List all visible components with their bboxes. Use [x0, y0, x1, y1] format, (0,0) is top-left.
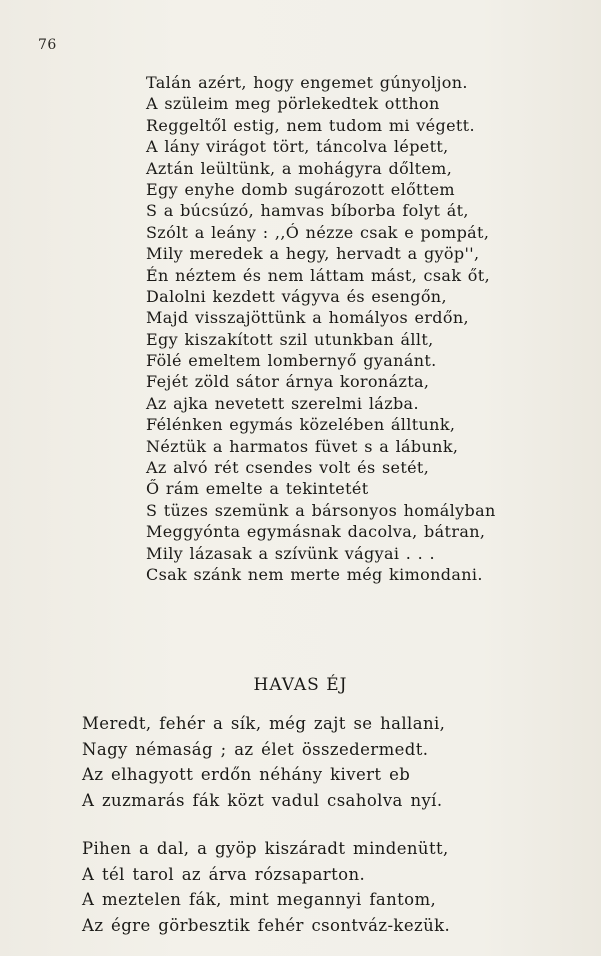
poem-line: Majd visszajöttünk a homályos erdőn, — [146, 308, 469, 328]
poem-line: Dalolni kezdett vágyva és esengőn, — [146, 286, 447, 306]
stanza — [82, 711, 552, 813]
poem-line: Meredt, fehér a sík, még zajt se hallani, — [82, 714, 446, 733]
poem-line: S tüzes szemünk a bársonyos homályban — [146, 500, 496, 520]
poem-line: Mily meredek a hegy, hervadt a gyöp'', — [146, 244, 480, 264]
poem-line: Szólt a leány : ,,Ó nézze csak e pompát, — [146, 222, 490, 242]
poem-havas-ej — [82, 711, 552, 938]
poem-line: Az égre görbesztik fehér csontváz-kezük. — [82, 915, 451, 935]
page-number: 76 — [38, 37, 57, 53]
poem-line: Félénken egymás közelében álltunk, — [146, 415, 456, 435]
poem-line: A tél tarol az árva rózsaparton. — [82, 864, 366, 884]
poem-line: Fölé emeltem lombernyő gyanánt. — [146, 351, 437, 371]
poem-line: Mily lázasak a szívünk vágyai . . . — [146, 543, 435, 563]
poem-line: Néztük a harmatos füvet s a lábunk, — [146, 436, 459, 456]
poem-line: Fejét zöld sátor árnya koronázta, — [146, 372, 430, 392]
poem-line: A meztelen fák, mint megannyi fantom, — [82, 890, 437, 909]
poem-line: Pihen a dal, a gyöp kiszáradt mindenütt, — [82, 839, 449, 858]
poem-line: Nagy némaság ; az élet összedermedt. — [82, 739, 429, 759]
poem-line: Aztán leültünk, a mohágyra dőltem, — [146, 158, 453, 178]
stanza-gap — [82, 813, 552, 836]
poem-line: Az elhagyott erdőn néhány kivert eb — [82, 765, 411, 784]
poem-title-text: HAVAS ÉJ — [253, 675, 348, 695]
stanza — [82, 836, 552, 938]
poem-line: Egy enyhe domb sugározott előttem — [146, 179, 455, 199]
poem-line: Ő rám emelte a tekintetét — [146, 479, 369, 499]
poem-line: S a búcsúzó, hamvas bíborba folyt át, — [146, 201, 469, 221]
poem-line: Az alvó rét csendes volt és setét, — [146, 458, 430, 478]
poem-line: Az ajka nevetett szerelmi lázba. — [146, 393, 419, 413]
poem-line: Én néztem és nem láttam mást, csak őt, — [146, 265, 491, 285]
poem-line: A lány virágot tört, táncolva lépett, — [146, 137, 449, 157]
poem-line: Reggeltől estig, nem tudom mi végett. — [146, 115, 475, 135]
poem-line: A zuzmarás fák közt vadul csaholva nyí. — [82, 790, 443, 810]
poem-line: Talán azért, hogy engemet gúnyoljon. — [146, 73, 468, 92]
poem-continuation — [146, 72, 576, 585]
poem-line: Egy kiszakított szil utunkban állt, — [146, 329, 434, 349]
poem-line: A szüleim meg pörlekedtek otthon — [146, 94, 440, 114]
poem-line: Csak szánk nem merte még kimondani. — [146, 564, 483, 584]
poem-line: Meggyónta egymásnak dacolva, bátran, — [146, 522, 486, 542]
poem-title — [0, 675, 601, 695]
